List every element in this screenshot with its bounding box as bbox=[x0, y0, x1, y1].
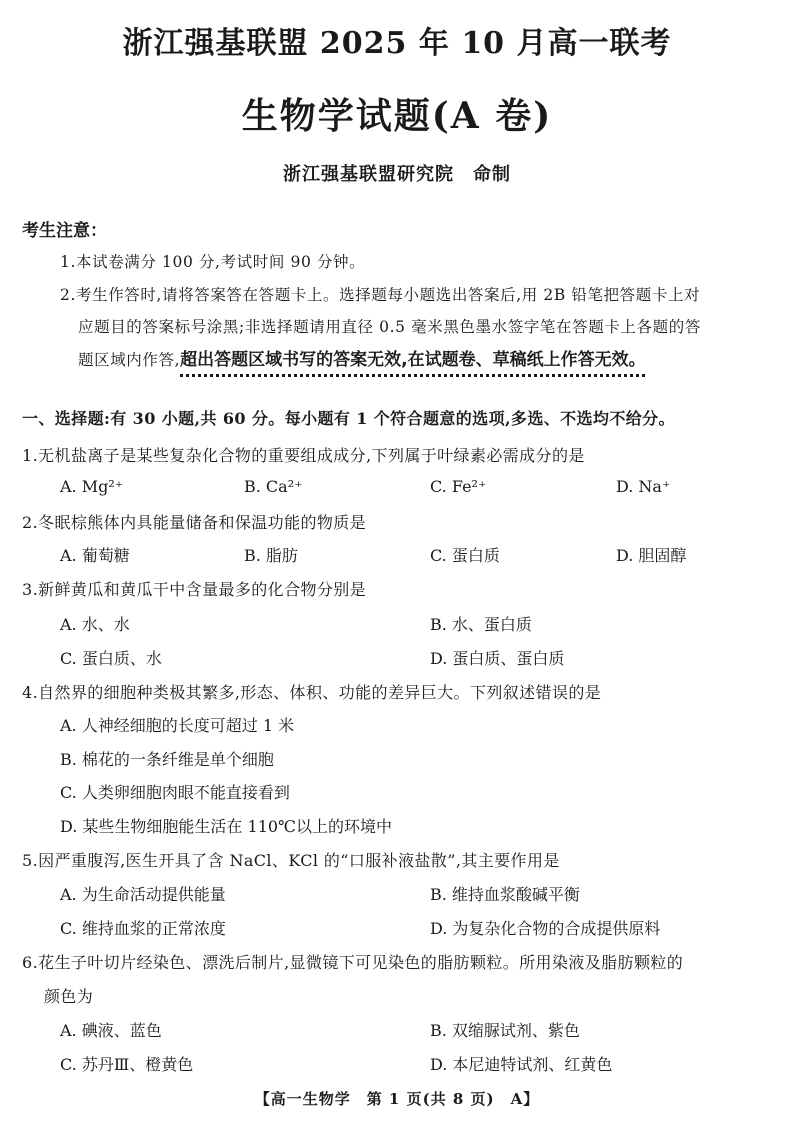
question-5-option-b: B. 维持血浆酸碱平衡 bbox=[430, 885, 580, 904]
question-3-option-c: C. 蛋白质、水 bbox=[60, 649, 162, 668]
question-4-option-a: A. 人神经细胞的长度可超过 1 米 bbox=[60, 716, 295, 735]
question-6-stem-continued: 颜色为 bbox=[44, 987, 94, 1006]
question-3-stem: 3.新鲜黄瓜和黄瓜干中含量最多的化合物分别是 bbox=[22, 580, 367, 599]
question-2-option-a: A. 葡萄糖 bbox=[60, 546, 130, 565]
question-4-stem: 4.自然界的细胞种类极其繁多,形态、体积、功能的差异巨大。下列叙述错误的是 bbox=[22, 683, 602, 702]
question-6-option-d: D. 本尼迪特试剂、红黄色 bbox=[430, 1055, 613, 1074]
notice-title: 考生注意： bbox=[22, 221, 107, 241]
question-1-option-d: D. Na⁺ bbox=[616, 477, 671, 496]
notice-item-2-line-2: 应题目的答案标号涂黑;非选择题请用直径 0.5 毫米黑色墨水签字笔在答题卡上各题的答 bbox=[78, 318, 701, 336]
question-2-option-b: B. 脂肪 bbox=[244, 546, 298, 565]
notice-item-2-line-1: 2.考生作答时,请将答案答在答题卡上。选择题每小题选出答案后,用 2B 铅笔把答题卡上对 bbox=[60, 286, 701, 304]
question-5-stem: 5.因严重腹泻,医生开具了含 NaCl、KCl 的“口服补液盐散”,其主要作用是 bbox=[22, 851, 560, 870]
exam-title: 浙江强基联盟 2025 年 10 月高一联考 bbox=[122, 26, 672, 61]
exam-author: 浙江强基联盟研究院 命制 bbox=[283, 164, 511, 185]
notice-item-1: 1.本试卷满分 100 分,考试时间 90 分钟。 bbox=[60, 253, 366, 271]
notice-emphasis-text: 超出答题区域书写的答案无效,在试题卷、草稿纸上作答无效。 bbox=[180, 350, 646, 370]
question-5-option-a: A. 为生命活动提供能量 bbox=[60, 885, 226, 904]
question-2-option-c: C. 蛋白质 bbox=[430, 546, 500, 565]
notice-item-2-line-3 bbox=[78, 345, 646, 370]
question-6-stem: 6.花生子叶切片经染色、漂洗后制片,显微镜下可见染色的脂肪颗粒。所用染液及脂肪颗粒的 bbox=[22, 953, 684, 972]
question-1-stem: 1.无机盐离子是某些复杂化合物的重要组成成分,下列属于叶绿素必需成分的是 bbox=[22, 446, 585, 465]
question-6-option-c: C. 苏丹Ⅲ、橙黄色 bbox=[60, 1055, 194, 1074]
exam-subtitle: 生物学试题(A 卷) bbox=[241, 95, 553, 137]
question-6-option-a: A. 碘液、蓝色 bbox=[60, 1021, 162, 1040]
question-4-option-c: C. 人类卵细胞肉眼不能直接看到 bbox=[60, 783, 290, 802]
question-3-option-b: B. 水、蛋白质 bbox=[430, 615, 532, 634]
question-4-option-d: D. 某些生物细胞能生活在 110℃以上的环境中 bbox=[60, 817, 392, 836]
question-3-option-d: D. 蛋白质、蛋白质 bbox=[430, 649, 565, 668]
question-5-option-d: D. 为复杂化合物的合成提供原料 bbox=[430, 919, 661, 938]
question-1-option-a: A. Mg²⁺ bbox=[60, 477, 124, 496]
question-3-option-a: A. 水、水 bbox=[60, 615, 130, 634]
question-1-option-b: B. Ca²⁺ bbox=[244, 477, 303, 496]
notice-plain-text: 题区域内作答, bbox=[78, 351, 181, 369]
question-5-option-c: C. 维持血浆的正常浓度 bbox=[60, 919, 226, 938]
question-2-option-d: D. 胆固醇 bbox=[616, 546, 687, 565]
page-footer: 【高一生物学 第 1 页(共 8 页) A】 bbox=[254, 1090, 540, 1108]
section-title: 一、选择题:有 30 小题,共 60 分。每小题有 1 个符合题意的选项,多选、不选均不给分。 bbox=[22, 409, 675, 428]
question-6-option-b: B. 双缩脲试剂、紫色 bbox=[430, 1021, 580, 1040]
question-1-option-c: C. Fe²⁺ bbox=[430, 477, 487, 496]
question-4-option-b: B. 棉花的一条纤维是单个细胞 bbox=[60, 750, 274, 769]
question-2-stem: 2.冬眠棕熊体内具能量储备和保温功能的物质是 bbox=[22, 513, 367, 532]
